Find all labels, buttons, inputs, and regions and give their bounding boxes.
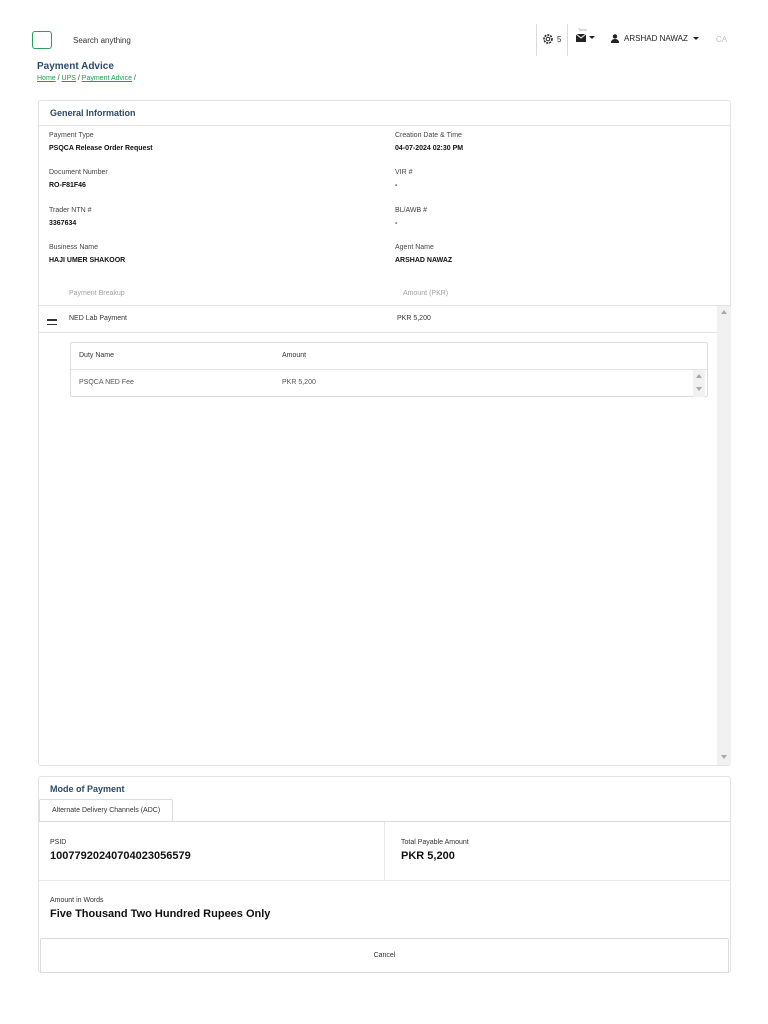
language-switch[interactable]: CA xyxy=(716,35,728,44)
field-label: Document Number xyxy=(49,169,108,176)
collapse-icon[interactable] xyxy=(47,319,57,321)
mode-of-payment-card xyxy=(38,776,731,973)
divider xyxy=(536,24,537,56)
caret-down-icon xyxy=(589,36,595,40)
card-title: Mode of Payment xyxy=(50,784,125,794)
header-duty-amount: Amount xyxy=(282,352,307,359)
scroll-down-icon[interactable] xyxy=(696,387,702,391)
field-vir xyxy=(395,169,413,189)
field-payment-type xyxy=(49,132,153,152)
field-agent-name xyxy=(395,244,452,264)
field-label: VIR # xyxy=(395,169,413,176)
header-duty-name: Duty Name xyxy=(79,352,115,359)
grid-header xyxy=(39,281,731,306)
total-label: Total Payable Amount xyxy=(401,839,469,846)
psid-cell xyxy=(50,839,191,862)
table-row xyxy=(39,306,717,333)
duty-amount: PKR 5,200 xyxy=(282,379,316,386)
duty-header xyxy=(71,343,707,370)
notifications-button[interactable] xyxy=(543,34,561,44)
field-value: - xyxy=(395,182,398,189)
divider xyxy=(384,822,385,880)
row-amount: PKR 5,200 xyxy=(397,315,431,322)
scroll-up-icon[interactable] xyxy=(721,310,727,314)
payment-breakup-grid xyxy=(39,281,731,765)
table-row xyxy=(71,370,707,397)
breadcrumb: Home / UPS / Payment Advice / xyxy=(37,75,136,82)
words-label: Amount in Words xyxy=(50,897,104,904)
page-title: Payment Advice xyxy=(37,61,114,72)
general-information-card xyxy=(38,100,731,766)
top-bar xyxy=(0,0,768,64)
user-icon xyxy=(611,34,619,43)
duty-name: PSQCA NED Fee xyxy=(79,379,134,386)
field-label: Creation Date & Time xyxy=(395,132,462,139)
field-value: 04-07-2024 02:30 PM xyxy=(395,145,464,152)
menu-toggle-button[interactable] xyxy=(32,31,52,49)
words-cell xyxy=(50,897,270,920)
total-value: PKR 5,200 xyxy=(401,850,455,862)
header-amount: Amount (PKR) xyxy=(403,290,449,297)
total-cell xyxy=(401,839,469,862)
header-payment-breakup: Payment Breakup xyxy=(69,290,125,297)
envelope-icon xyxy=(576,34,586,42)
row-name: NED Lab Payment xyxy=(69,315,127,322)
psid-label: PSID xyxy=(50,839,67,846)
field-value: HAJI UMER SHAKOOR xyxy=(49,257,126,264)
divider xyxy=(567,24,568,56)
divider xyxy=(39,880,731,881)
notification-count: 5 xyxy=(557,34,562,44)
scroll-up-icon[interactable] xyxy=(696,374,702,378)
field-bl-awb xyxy=(395,207,427,227)
duty-detail-table xyxy=(70,342,708,397)
field-value: ARSHAD NAWAZ xyxy=(395,257,453,264)
inner-scrollbar[interactable] xyxy=(693,370,705,397)
tab-divider xyxy=(39,821,731,822)
cancel-button[interactable]: Cancel xyxy=(40,938,729,973)
user-menu[interactable] xyxy=(611,34,699,43)
mail-dropdown[interactable] xyxy=(576,34,595,42)
breadcrumb-ups[interactable]: UPS xyxy=(61,75,76,82)
tab-adc[interactable]: Alternate Delivery Channels (ADC) xyxy=(39,799,173,821)
mail-label: Time xyxy=(578,27,587,32)
breadcrumb-payment-advice[interactable]: Payment Advice xyxy=(81,75,132,82)
field-label: Agent Name xyxy=(395,244,434,251)
field-trader-ntn xyxy=(49,207,92,227)
gear-icon xyxy=(543,34,553,44)
field-label: Business Name xyxy=(49,244,99,251)
search-input[interactable]: Search anything xyxy=(73,36,131,45)
field-value: RO-F81F46 xyxy=(49,182,86,189)
card-title: General Information xyxy=(39,101,730,126)
words-value: Five Thousand Two Hundred Rupees Only xyxy=(50,908,271,920)
field-creation-date xyxy=(395,132,463,152)
breadcrumb-home[interactable]: Home xyxy=(37,75,56,82)
field-label: BL/AWB # xyxy=(395,207,428,214)
field-document-number xyxy=(49,169,108,189)
field-value: - xyxy=(395,220,398,227)
user-name: ARSHAD NAWAZ xyxy=(624,34,688,43)
field-business-name xyxy=(49,244,125,264)
grid-scrollbar[interactable] xyxy=(717,306,731,765)
field-value: PSQCA Release Order Request xyxy=(49,145,153,152)
field-label: Payment Type xyxy=(49,132,94,139)
caret-down-icon xyxy=(693,37,699,41)
field-label: Trader NTN # xyxy=(49,207,92,214)
field-value: 3367634 xyxy=(49,220,77,227)
psid-value: 10077920240704023056579 xyxy=(50,850,191,862)
scroll-down-icon[interactable] xyxy=(721,755,727,759)
